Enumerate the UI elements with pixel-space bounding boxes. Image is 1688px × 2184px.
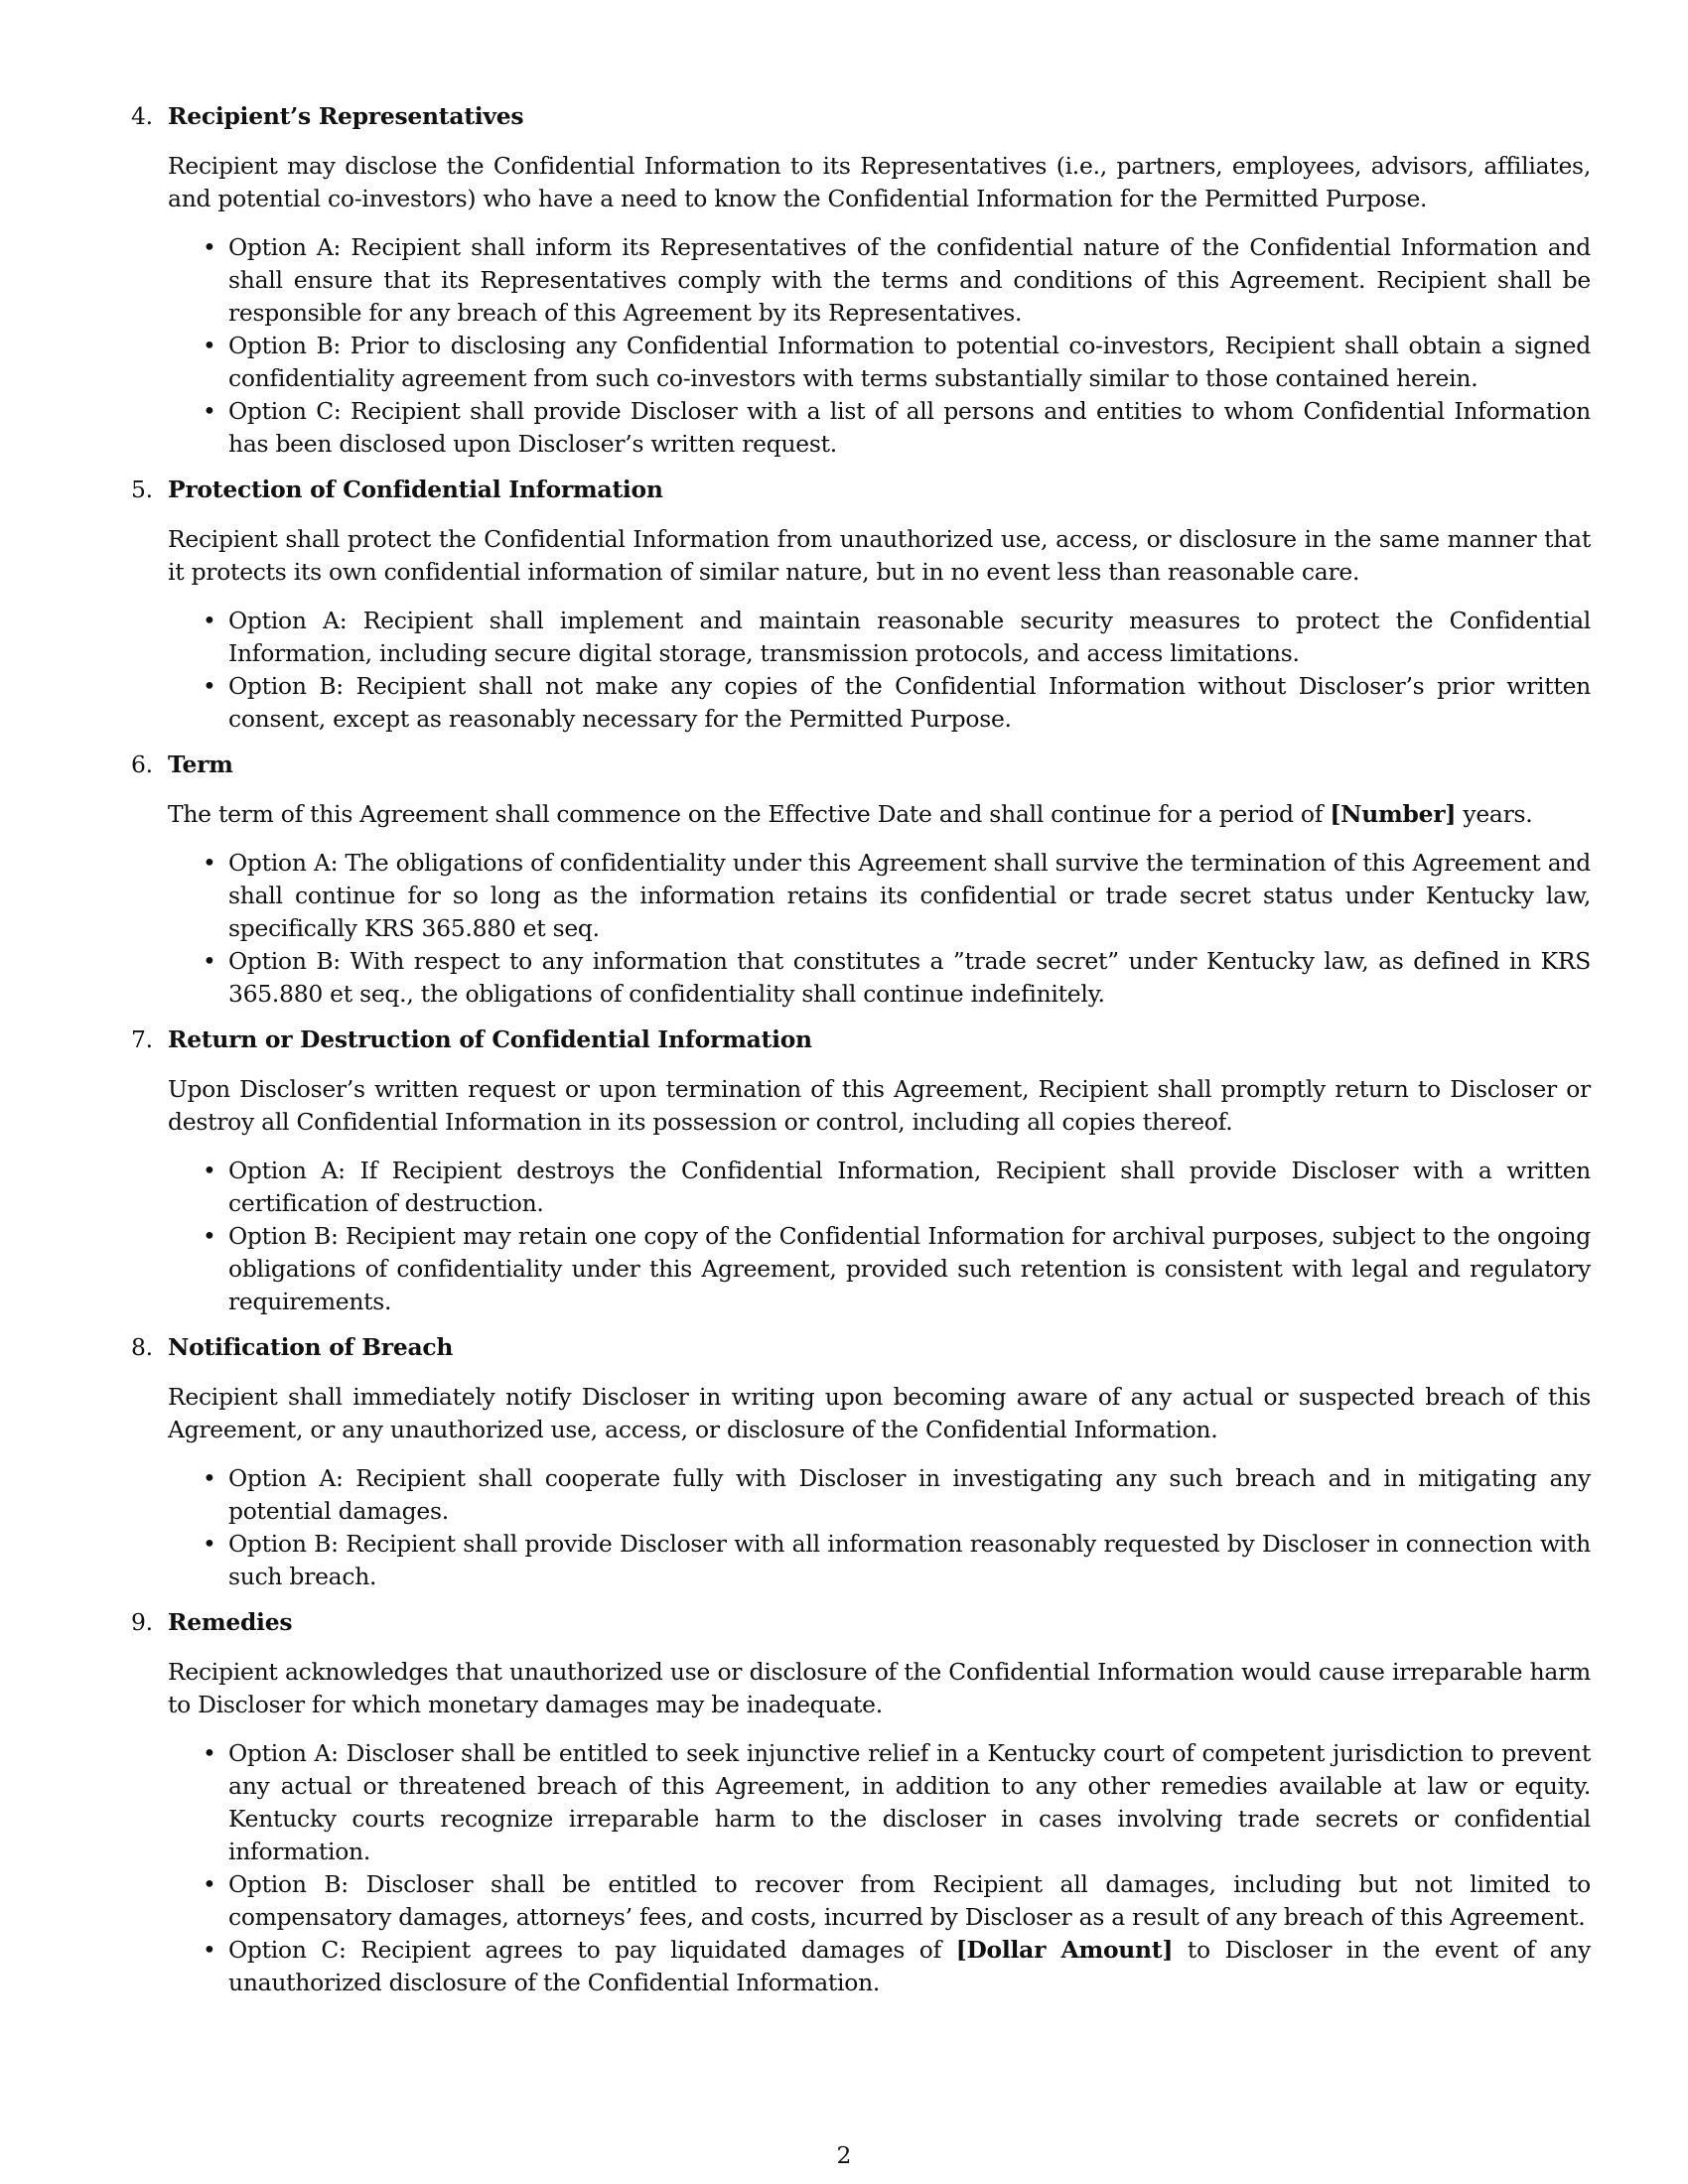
option-list	[168, 605, 1591, 736]
section-5	[131, 474, 1591, 736]
option-item: • Option B: Discloser shall be entitled to recover from Recipient all damages, including but not limited to compensatory damages, attorneys’ fees, and costs, incurred by Discloser as a result of any breach of this Agreement.	[168, 1868, 1591, 1934]
section-heading	[131, 749, 1591, 781]
section-number: 6.	[131, 751, 153, 778]
section-title: Protection of Confidential Information	[168, 476, 663, 503]
section-9	[131, 1606, 1591, 1999]
section-title: Remedies	[168, 1608, 293, 1636]
option-item: • Option A: Recipient shall implement and maintain reasonable security measures to protect the Confidential Information, including secure digital storage, transmission protocols, and access limitations.	[168, 605, 1591, 670]
option-list	[168, 231, 1591, 461]
section-heading	[131, 474, 1591, 506]
option-list	[168, 847, 1591, 1011]
section-number: 8.	[131, 1333, 153, 1361]
document-content	[131, 100, 1591, 2012]
section-heading	[131, 100, 1591, 133]
section-body: Recipient shall immediately notify Discloser in writing upon becoming aware of any actual or suspected breach of this Agreement, or any unauthorized use, access, or disclosure of the Confidential Information.	[168, 1383, 1591, 1443]
section-body: Upon Discloser’s written request or upon termination of this Agreement, Recipient shall promptly return to Discloser or destroy all Confidential Information in its possession or control, including all copies thereof.	[168, 1075, 1591, 1136]
option-text: Option C: Recipient agrees to pay liquidated damages of	[228, 1936, 956, 1964]
section-title: Notification of Breach	[168, 1333, 454, 1361]
option-list	[168, 1462, 1591, 1593]
option-list	[168, 1737, 1591, 1999]
section-body: Recipient acknowledges that unauthorized use or disclosure of the Confidential Information would cause irreparable harm to Discloser for which monetary damages may be inadequate.	[168, 1658, 1591, 1718]
option-item: • Option A: Discloser shall be entitled to seek injunctive relief in a Kentucky court of competent jurisdiction to prevent any actual or threatened breach of this Agreement, in addition to any other remedies available at law or equity. Kentucky courts recognize irreparable harm to the discloser in cases involving trade secrets or confidential information.	[168, 1737, 1591, 1868]
section-title: Return or Destruction of Confidential Information	[168, 1025, 812, 1053]
option-item: • Option A: Recipient shall cooperate fully with Discloser in investigating any such breach and in mitigating any potential damages.	[168, 1462, 1591, 1528]
body-text: years.	[1456, 800, 1533, 828]
section-number: 9.	[131, 1608, 153, 1636]
section-body: Recipient shall protect the Confidential Information from unauthorized use, access, or disclosure in the same manner that it protects its own confidential information of similar nature, but in no event less than reasonable care.	[168, 525, 1591, 586]
section-6	[131, 749, 1591, 1011]
section-heading	[131, 1606, 1591, 1639]
section-body: Recipient may disclose the Confidential Information to its Representatives (i.e., partners, employees, advisors, affiliates, and potential co-investors) who have a need to know the Confidential Information for the Permitted Purpose.	[168, 152, 1591, 212]
option-item: • Option B: Recipient may retain one copy of the Confidential Information for archival purposes, subject to the ongoing obligations of confidentiality under this Agreement, provided such retention is consistent with legal and regulatory requirements.	[168, 1220, 1591, 1318]
dollar-amount-placeholder: [Dollar Amount]	[955, 1936, 1174, 1964]
option-item: • Option C: Recipient shall provide Discloser with a list of all persons and entities to whom Confidential Information has been disclosed upon Discloser’s written request.	[168, 395, 1591, 461]
option-text: to Discloser in the event of any unauthorized disclosure of the Confidential Information.	[228, 1936, 1592, 1996]
section-4	[131, 100, 1591, 461]
section-title: Term	[168, 751, 233, 778]
option-item	[168, 1934, 1591, 1999]
section-8	[131, 1331, 1591, 1593]
option-item: • Option B: Prior to disclosing any Confidential Information to potential co-investors, Recipient shall obtain a signed confidentiality agreement from such co-investors with terms substantially similar to those contained herein.	[168, 330, 1591, 395]
option-item: • Option A: The obligations of confidentiality under this Agreement shall survive the termination of this Agreement and shall continue for so long as the information retains its confidential or trade secret status under Kentucky law, specifically KRS 365.880 et seq.	[168, 847, 1591, 945]
section-body	[168, 798, 1591, 831]
section-title: Recipient’s Representatives	[168, 102, 524, 130]
section-number: 4.	[131, 102, 153, 130]
option-item: • Option A: Recipient shall inform its Representatives of the confidential nature of the Confidential Information and shall ensure that its Representatives comply with the terms and conditions of this Agreement. Recipient shall be responsible for any breach of this Agreement by its Representatives.	[168, 231, 1591, 330]
option-item: • Option B: With respect to any information that constitutes a ”trade secret” under Kentucky law, as defined in KRS 365.880 et seq., the obligations of confidentiality shall continue indefinitely.	[168, 945, 1591, 1011]
number-placeholder: [Number]	[1330, 800, 1457, 828]
page-number: 2	[836, 2141, 852, 2169]
option-item: • Option A: If Recipient destroys the Confidential Information, Recipient shall provide Discloser with a written certification of destruction.	[168, 1155, 1591, 1220]
option-item: • Option B: Recipient shall not make any copies of the Confidential Information without Discloser’s prior written consent, except as reasonably necessary for the Permitted Purpose.	[168, 670, 1591, 736]
section-number: 7.	[131, 1025, 153, 1053]
section-number: 5.	[131, 476, 153, 503]
body-text: The term of this Agreement shall commence on the Effective Date and shall continue for a period of	[168, 800, 1331, 828]
option-list	[168, 1155, 1591, 1318]
section-heading	[131, 1331, 1591, 1364]
option-item: • Option B: Recipient shall provide Discloser with all information reasonably requested by Discloser in connection with such breach.	[168, 1528, 1591, 1593]
section-heading	[131, 1024, 1591, 1056]
section-7	[131, 1024, 1591, 1318]
